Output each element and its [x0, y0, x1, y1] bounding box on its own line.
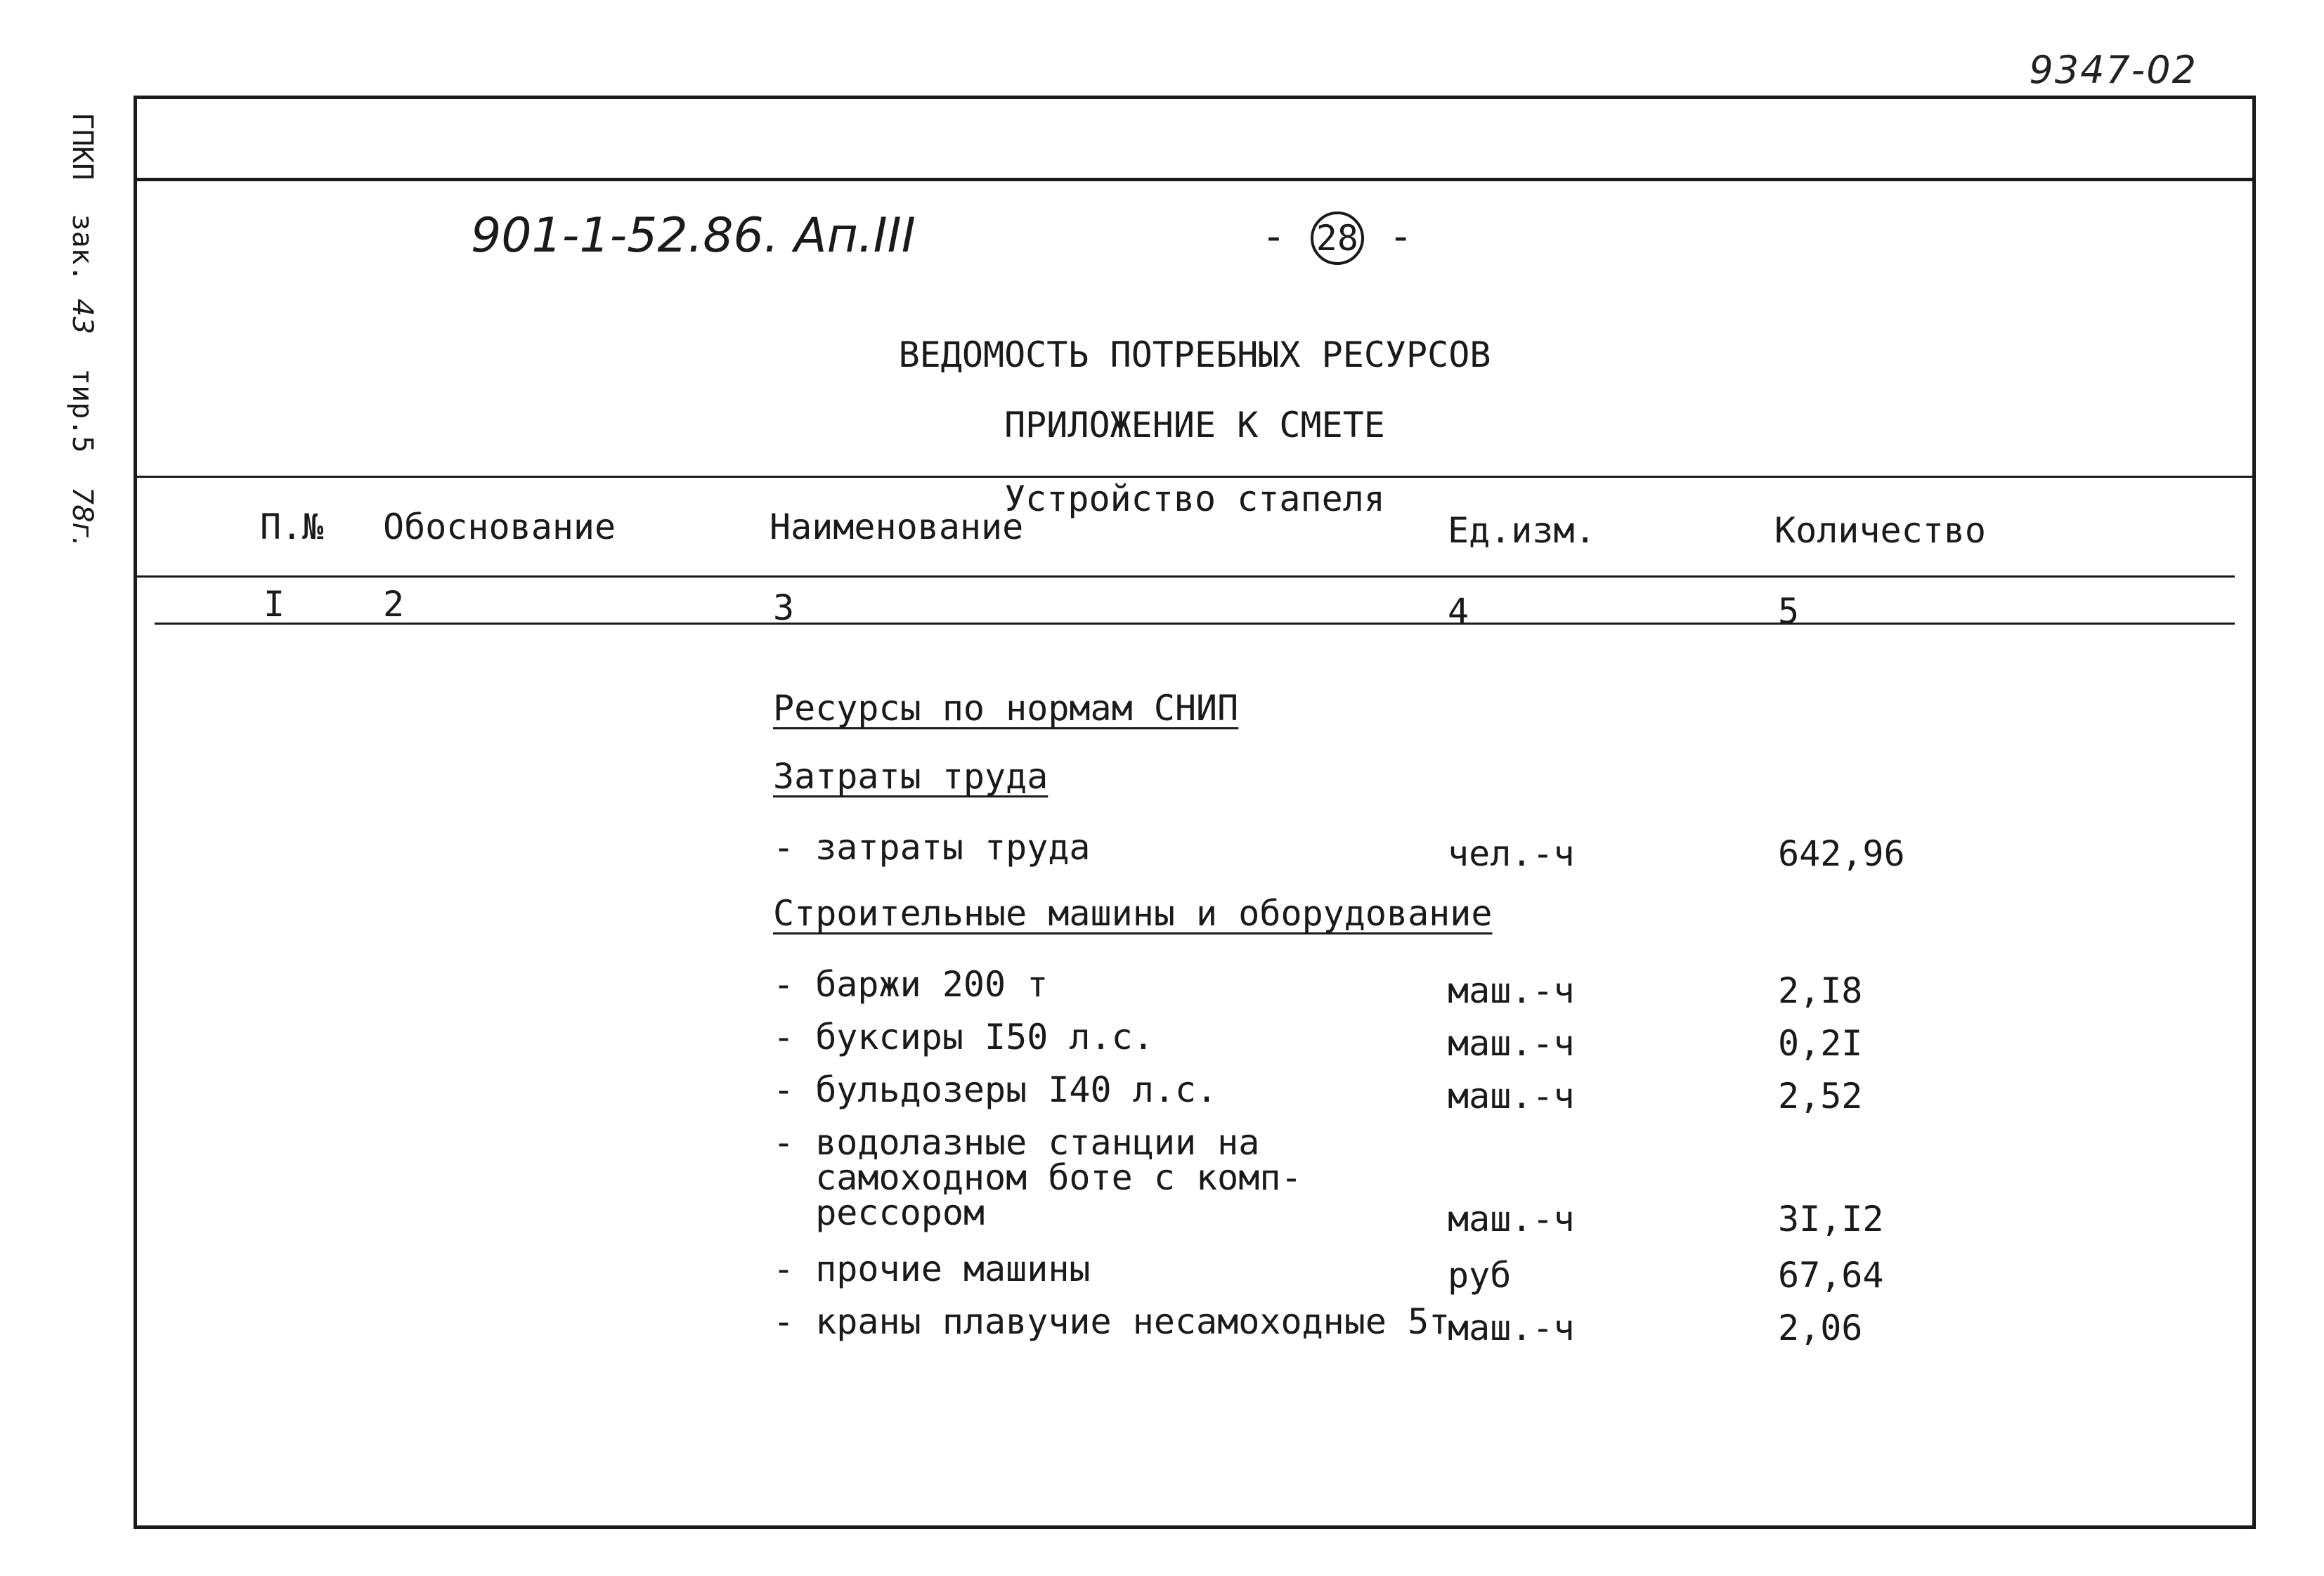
document-object: Устройство стапеля: [1004, 478, 1385, 519]
row-name: - буксиры I50 л.с.: [773, 1017, 1154, 1057]
row-name: - затраты труда: [773, 827, 1091, 868]
table-header-rule: [137, 575, 2235, 578]
row-unit: руб: [1448, 1255, 1512, 1296]
row-name: - баржи 200 т: [773, 964, 1049, 1005]
row-unit: маш.-ч: [1448, 1199, 1575, 1239]
table-top-rule: [137, 476, 2252, 478]
row-unit: маш.-ч: [1448, 1076, 1575, 1116]
document-title: ВЕДОМОСТЬ ПОТРЕБНЫХ РЕСУРСОВ: [898, 334, 1491, 375]
section-labor: Затраты труда: [773, 756, 1049, 797]
row-quantity: 0,2I: [1778, 1023, 1863, 1064]
column-number-rule: [155, 623, 2235, 625]
section-machines: Строительные машины и оборудование: [773, 893, 1493, 934]
document-code: 901-1-52.86. Ап.III: [471, 208, 916, 263]
row-name: - водолазные станции на самоходном боте с комп- рессором: [773, 1122, 1302, 1233]
header-item-no: П.№: [260, 507, 324, 547]
row-unit: маш.-ч: [1448, 1308, 1575, 1348]
header-basis: Обоснование: [383, 507, 616, 547]
row-unit: маш.-ч: [1448, 970, 1575, 1011]
row-name: - прочие машины: [773, 1249, 1091, 1289]
page-number-circle: 28: [1311, 211, 1364, 265]
document-frame: [134, 96, 2256, 1529]
page-number: - 28 -: [1261, 211, 1413, 265]
row-quantity: 2,06: [1778, 1308, 1863, 1348]
header-name: Наименование: [770, 507, 1024, 547]
document-subtitle: ПРИЛОЖЕНИЕ К СМЕТЕ: [1004, 405, 1385, 445]
side-stamp: [35, 112, 98, 547]
column-number-4: 4: [1448, 591, 1469, 632]
column-number-1: I: [264, 584, 285, 625]
section-resources: Ресурсы по нормам СНИП: [773, 688, 1239, 729]
row-unit: чел.-ч: [1448, 833, 1575, 874]
row-name: - бульдозеры I40 л.с.: [773, 1069, 1218, 1110]
row-quantity: 67,64: [1778, 1255, 1884, 1296]
column-number-3: 3: [773, 587, 795, 628]
side-stamp-year: 78г.: [66, 486, 98, 547]
row-quantity: 2,52: [1778, 1076, 1863, 1116]
column-number-2: 2: [383, 584, 405, 625]
side-stamp-run: тир.5: [66, 368, 98, 453]
header-quantity: Количество: [1774, 510, 1987, 551]
header-unit: Ед.изм.: [1448, 510, 1596, 551]
row-quantity: 3I,I2: [1778, 1199, 1884, 1239]
column-number-5: 5: [1778, 591, 1800, 632]
side-stamp-org: ГПКП: [66, 112, 98, 181]
row-unit: маш.-ч: [1448, 1023, 1575, 1064]
archive-number-stamp: 9347-02: [2029, 48, 2198, 92]
row-quantity: 2,I8: [1778, 970, 1863, 1011]
side-stamp-order-no: 43: [66, 298, 98, 334]
side-stamp-order: зак.: [66, 214, 98, 282]
row-quantity: 642,96: [1778, 833, 1905, 874]
header-divider: [137, 178, 2252, 181]
row-name: - краны плавучие несамоходные 5т: [773, 1301, 1450, 1342]
